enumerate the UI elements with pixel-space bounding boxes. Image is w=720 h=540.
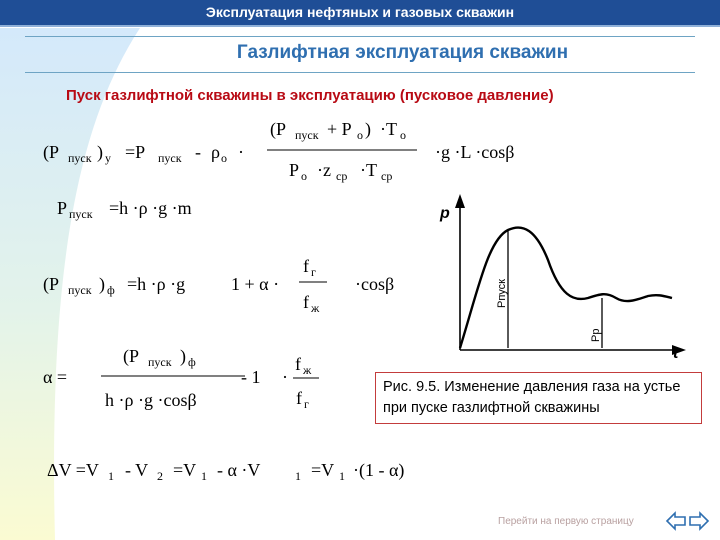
svg-text:P: P xyxy=(57,198,68,218)
svg-text:пуск: пуск xyxy=(158,151,182,165)
svg-text:): ) xyxy=(180,346,186,366)
svg-text:): ) xyxy=(365,119,371,139)
svg-text:ф: ф xyxy=(107,283,115,297)
svg-text:·: · xyxy=(238,142,244,162)
svg-text:): ) xyxy=(99,274,105,294)
formula-start-pressure-hydrostatic xyxy=(55,192,295,231)
svg-text:2: 2 xyxy=(157,469,163,483)
svg-text:P: P xyxy=(289,160,300,180)
divider-bottom xyxy=(25,72,695,73)
arrow-left-icon[interactable] xyxy=(667,513,685,529)
svg-text:о: о xyxy=(301,169,307,183)
svg-text:+ P: + P xyxy=(327,119,352,139)
pressure-time-graph xyxy=(428,190,690,360)
formula-start-pressure xyxy=(35,110,575,195)
course-header xyxy=(0,0,720,27)
svg-text:1: 1 xyxy=(295,469,301,483)
svg-text:·: · xyxy=(282,367,288,387)
svg-text:h ·ρ ·g ·cosβ: h ·ρ ·g ·cosβ xyxy=(105,390,197,410)
svg-text:пуск: пуск xyxy=(148,355,172,369)
formula-volume xyxy=(45,452,465,493)
svg-text:-: - xyxy=(195,142,201,162)
svg-text:·cosβ: ·cosβ xyxy=(355,274,395,294)
svg-text:пуск: пуск xyxy=(68,151,92,165)
svg-text:ф: ф xyxy=(188,355,196,369)
svg-text:1: 1 xyxy=(108,469,114,483)
formula-alpha xyxy=(35,338,355,423)
svg-text:=P: =P xyxy=(125,142,146,162)
slide-subtitle: Пуск газлифтной скважины в эксплуатацию (пусковое давление) xyxy=(66,87,554,104)
svg-text:(P: (P xyxy=(43,142,60,162)
slide-title: Газлифтная эксплуатация скважин xyxy=(236,42,569,63)
svg-text:г: г xyxy=(304,397,309,411)
svg-text:пуск: пуск xyxy=(69,207,93,221)
svg-text:ΔV =V: ΔV =V xyxy=(47,460,99,480)
svg-text:f: f xyxy=(296,388,302,408)
svg-text:): ) xyxy=(97,142,103,162)
svg-text:пуск: пуск xyxy=(295,128,319,142)
svg-text:пуск: пуск xyxy=(68,283,92,297)
svg-text:о: о xyxy=(400,128,406,142)
arrow-right-icon[interactable] xyxy=(690,513,708,529)
svg-text:г: г xyxy=(311,265,316,279)
y-axis-label: p xyxy=(440,205,450,222)
svg-text:f: f xyxy=(295,354,301,374)
p-work-label: Pр xyxy=(590,328,602,342)
svg-text:ρ: ρ xyxy=(211,142,220,162)
svg-text:- α ·V: - α ·V xyxy=(217,460,261,480)
svg-text:1 + α ·: 1 + α · xyxy=(231,274,280,294)
svg-text:1: 1 xyxy=(339,469,345,483)
svg-text:о: о xyxy=(221,151,227,165)
svg-text:·(1 - α): ·(1 - α) xyxy=(353,460,405,480)
svg-text:(P: (P xyxy=(43,274,60,294)
divider-top xyxy=(25,36,695,37)
x-axis-label: t xyxy=(673,345,679,360)
svg-text:(P: (P xyxy=(270,119,287,139)
p-start-label: Pпуск xyxy=(496,279,508,308)
svg-text:·T: ·T xyxy=(380,119,397,139)
svg-text:ж: ж xyxy=(303,363,312,377)
svg-text:=V: =V xyxy=(311,460,335,480)
svg-text:1: 1 xyxy=(201,469,207,483)
svg-text:- V: - V xyxy=(125,460,149,480)
svg-text:- 1: - 1 xyxy=(241,367,261,387)
svg-text:f: f xyxy=(303,292,309,312)
svg-text:ср: ср xyxy=(336,169,348,183)
svg-text:f: f xyxy=(303,256,309,276)
formula-start-pressure-actual xyxy=(35,250,435,325)
svg-text:·T: ·T xyxy=(360,160,377,180)
svg-text:=V: =V xyxy=(173,460,197,480)
navigation-arrows xyxy=(665,510,710,532)
course-title: Эксплуатация нефтяных и газовых скважин xyxy=(205,4,515,20)
svg-text:(P: (P xyxy=(123,346,140,366)
svg-text:·z: ·z xyxy=(317,160,331,180)
svg-text:ср: ср xyxy=(381,169,393,183)
svg-text:=h ·ρ ·g: =h ·ρ ·g xyxy=(127,274,186,294)
y-axis-arrow-icon xyxy=(455,194,465,208)
svg-text:α =: α = xyxy=(43,367,68,387)
svg-text:·g ·L ·cosβ: ·g ·L ·cosβ xyxy=(435,142,515,162)
figure-caption: Рис. 9.5. Изменение давления газа на устье при пуске газлифтной скважины xyxy=(375,372,702,424)
svg-text:о: о xyxy=(357,128,363,142)
svg-text:у: у xyxy=(105,151,111,165)
first-page-link[interactable]: Перейти на первую страницу xyxy=(498,516,634,527)
svg-text:ж: ж xyxy=(311,301,320,315)
svg-text:=h ·ρ ·g ·m: =h ·ρ ·g ·m xyxy=(109,198,192,218)
